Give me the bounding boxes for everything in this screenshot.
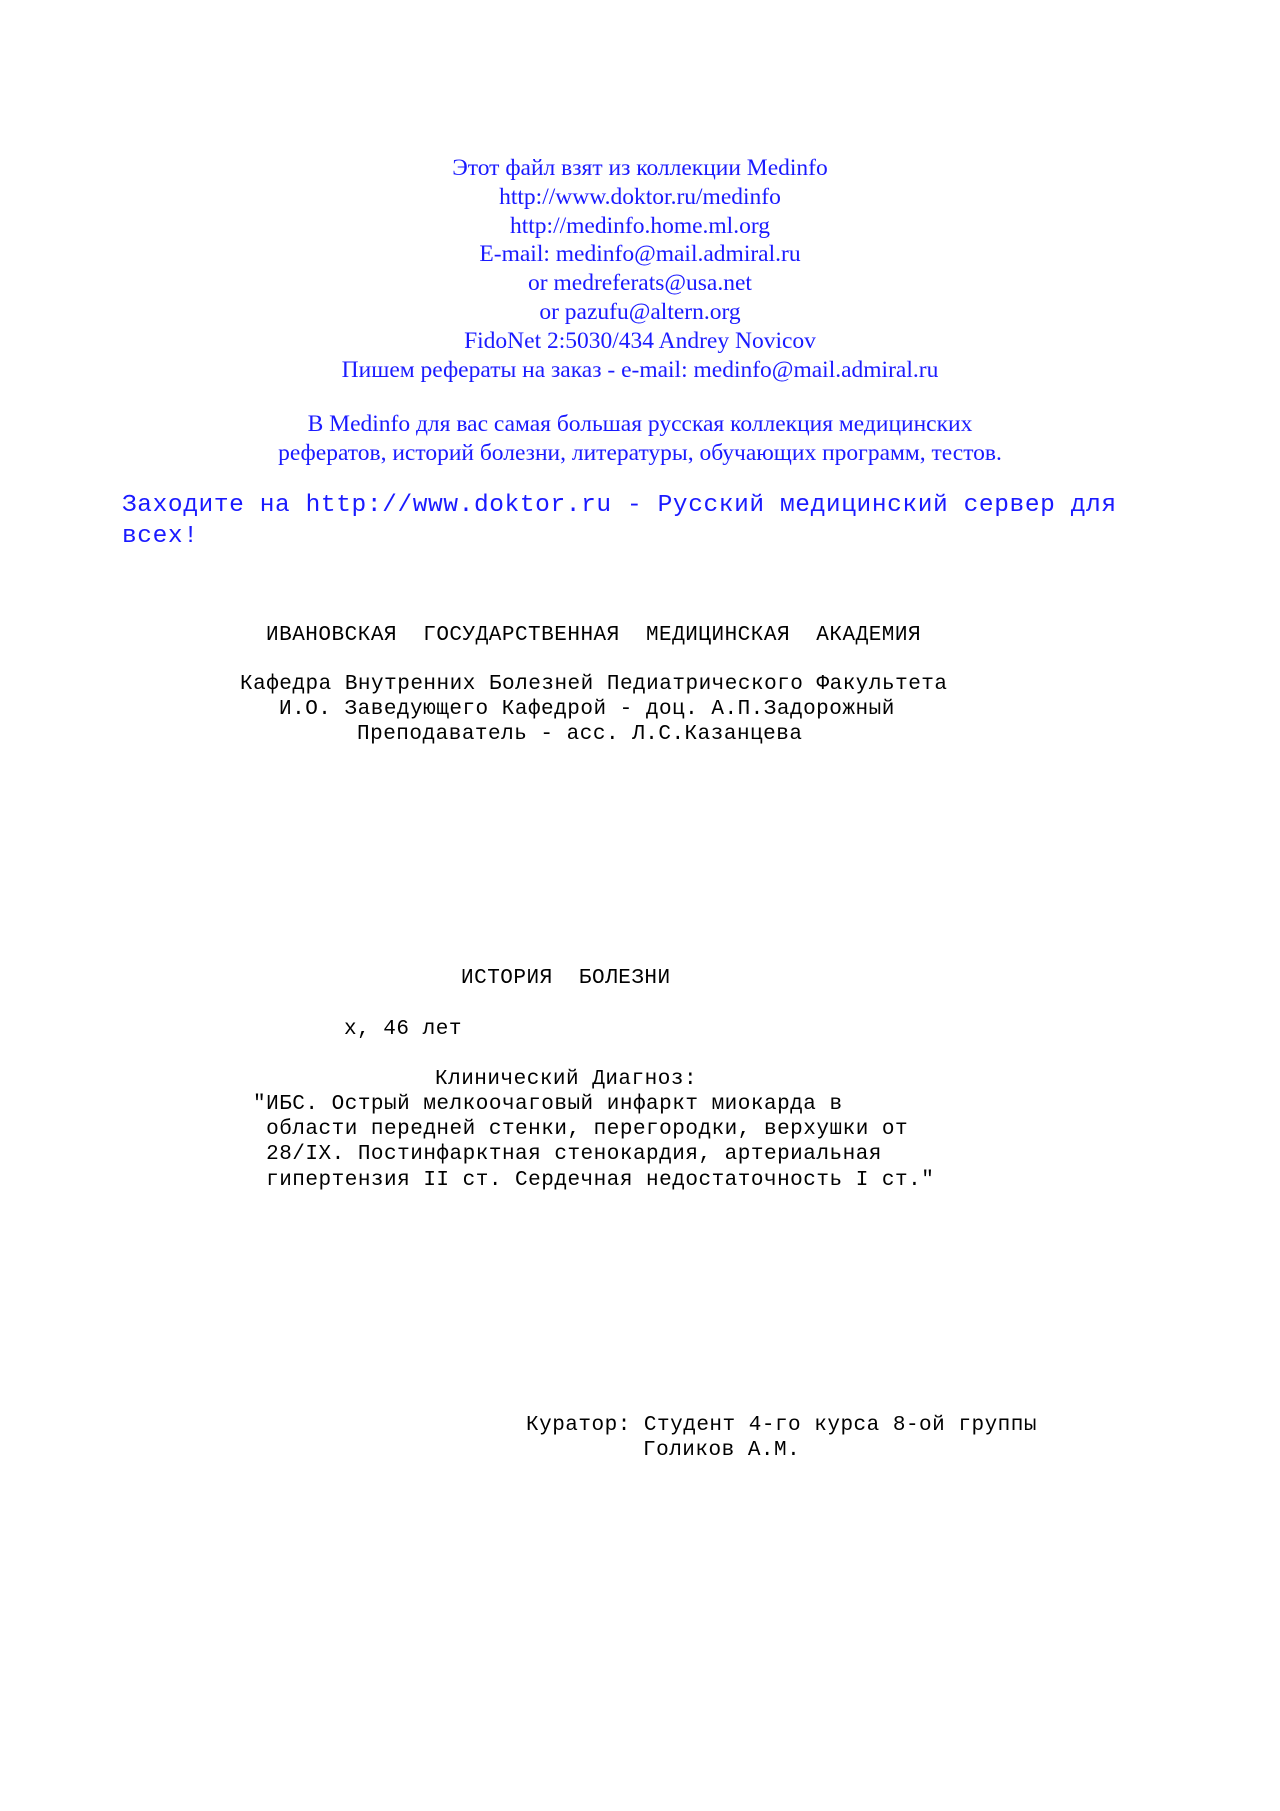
header-email-alt-1[interactable]: or medreferats@usa.net xyxy=(528,270,752,297)
document-title: ИСТОРИЯ БОЛЕЗНИ xyxy=(461,967,671,990)
promo-line: рефератов, историй болезни, литературы, обучающих программ, тестов. xyxy=(278,439,1002,466)
diagnosis-line: 28/IX. Постинфарктная стенокардия, артериальная xyxy=(253,1143,882,1166)
department-head: И.О. Заведующего Кафедрой - доц. А.П.Задорожный xyxy=(279,698,895,721)
curator-line: Куратор: Студент 4-го курса 8-ой группы xyxy=(526,1414,1037,1437)
department-name: Кафедра Внутренних Болезней Педиатрического Факультета xyxy=(240,673,948,696)
header-email[interactable]: E-mail: medinfo@mail.admiral.ru xyxy=(479,241,801,268)
medinfo-promo xyxy=(0,410,1280,468)
header-email-alt-2[interactable]: or pazufu@altern.org xyxy=(539,298,741,325)
diagnosis-line: гипертензия II ст. Сердечная недостаточность I ст." xyxy=(253,1169,935,1192)
promo-line: В Medinfo для вас самая большая русская коллекция медицинских xyxy=(307,411,973,437)
header-link-doktor[interactable]: http://www.doktor.ru/medinfo xyxy=(499,183,781,210)
teacher-name: Преподаватель - асс. Л.С.Казанцева xyxy=(357,723,803,746)
diagnosis-label: Клинический Диагноз: xyxy=(435,1068,698,1091)
diagnosis-line: "ИБС. Острый мелкоочаговый инфаркт миокарда в xyxy=(253,1093,843,1116)
header-order-line: Пишем рефераты на заказ - e-mail: medinfo@mail.admiral.ru xyxy=(341,356,939,383)
header-line: Этот файл взят из коллекции Medinfo xyxy=(452,155,828,181)
diagnosis-line: области передней стенки, перегородки, верхушки от xyxy=(253,1118,909,1141)
medinfo-header xyxy=(0,154,1280,384)
patient-info: х, 46 лет xyxy=(344,1018,462,1041)
curator-name: Голиков А.М. xyxy=(643,1439,801,1462)
institution-name: ИВАНОВСКАЯ ГОСУДАРСТВЕННАЯ МЕДИЦИНСКАЯ АКАДЕМИЯ xyxy=(266,624,922,647)
promo-invite[interactable]: Заходите на http://www.doktor.ru - Русский медицинский сервер для всех! xyxy=(122,492,1117,550)
header-fidonet: FidoNet 2:5030/434 Andrey Novicov xyxy=(464,327,816,354)
header-link-medinfo[interactable]: http://medinfo.home.ml.org xyxy=(509,212,770,239)
